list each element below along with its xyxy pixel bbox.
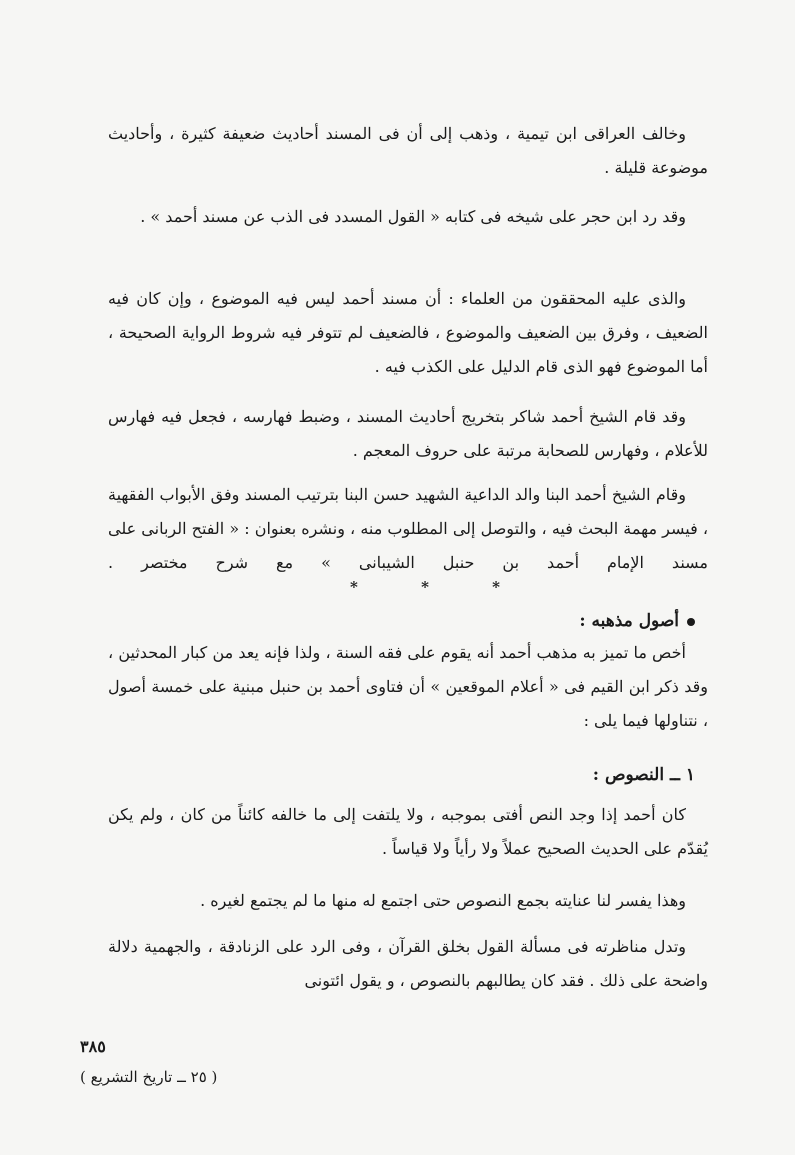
paragraph-text: وقد قام الشيخ أحمد شاكر بتخريج أحاديث المسند ، وضبط فهارسه ، فجعل فيه فهارس للأعلام ، وفهارس للصحابة مرتبة على حروف المعجم . bbox=[108, 407, 708, 460]
separator-star: * bbox=[350, 578, 358, 596]
heading-text: أصول مذهبه : bbox=[579, 611, 679, 631]
paragraph-text: وتدل مناظرته فى مسألة القول بخلق القرآن ، وفى الرد على الزنادقة ، والجهمية دلالة واضحة على ذلك . فقد كان يطالبهم بالنصوص ، و يقول ائتونى bbox=[108, 937, 708, 990]
paragraph-nusus-rule bbox=[108, 798, 708, 866]
bullet-icon bbox=[687, 618, 695, 626]
paragraph-usul-intro bbox=[108, 636, 708, 738]
section-heading-nusus bbox=[593, 760, 695, 790]
section-separator bbox=[350, 578, 500, 596]
paragraph-text: وقد رد ابن حجر على شيخه فى كتابه « القول المسدد فى الذب عن مسند أحمد » . bbox=[140, 207, 686, 226]
paragraph-text: والذى عليه المحققون من العلماء : أن مسند أحمد ليس فيه الموضوع ، وإن كان فيه الضعيف ، وفرق بين الضعيف والموضوع ، فالضعيف لم تتوفر فيه شروط الرواية الصحيحة ، أما الموضوع فهو الذى قام الدليل على الكذب فيه . bbox=[108, 289, 708, 376]
paragraph-ibn-hajar-reply bbox=[108, 200, 708, 234]
paragraph-banna-work bbox=[108, 478, 708, 580]
paragraph-text: وقام الشيخ أحمد البنا والد الداعية الشهيد حسن البنا بترتيب المسند وفق الأبواب الفقهية ، فيسر مهمة البحث فيه ، والتوصل إلى المطلوب منه ، ونشره بعنوان : « الفتح الربانى على مسند الإمام أحمد بن حنبل الشيبانى » مع شرح مختصر . bbox=[108, 485, 708, 572]
paragraph-text: وهذا يفسر لنا عنايته بجمع النصوص حتى اجتمع له منها ما لم يجتمع لغيره . bbox=[200, 891, 686, 910]
heading-text: ١ ــ النصوص : bbox=[592, 765, 695, 785]
paragraph-text: أخص ما تميز به مذهب أحمد أنه يقوم على فقه السنة ، ولذا فإنه يعد من كبار المحدثين ، وقد ذكر ابن القيم فى « أعلام الموقعين » أن فتاوى أحمد بن حنبل مبنية على خمسة أصول ، نتناولها فيما يلى : bbox=[108, 643, 708, 730]
page-number: ٣٨٥ bbox=[80, 1037, 106, 1056]
paragraph-text: وخالف العراقى ابن تيمية ، وذهب إلى أن فى المسند أحاديث ضعيفة كثيرة ، وأحاديث موضوعة قليلة . bbox=[108, 124, 708, 177]
separator-star: * bbox=[421, 578, 429, 596]
paragraph-collection bbox=[108, 884, 708, 918]
chapter-reference: ( ٢٥ ــ تاريخ التشريع ) bbox=[80, 1068, 218, 1086]
paragraph-text: كان أحمد إذا وجد النص أفتى بموجبه ، ولا يلتفت إلى ما خالفه كائناً من كان ، ولم يكن يُقدّم على الحديث الصحيح عملاً ولا رأياً ولا قياساً . bbox=[108, 805, 708, 858]
paragraph-iraqi-disagreement bbox=[108, 117, 708, 185]
paragraph-debate bbox=[108, 930, 708, 998]
separator-star: * bbox=[492, 578, 500, 596]
paragraph-shakir-work bbox=[108, 400, 708, 468]
section-heading-usul bbox=[579, 606, 695, 636]
paragraph-scholars-view bbox=[108, 282, 708, 384]
